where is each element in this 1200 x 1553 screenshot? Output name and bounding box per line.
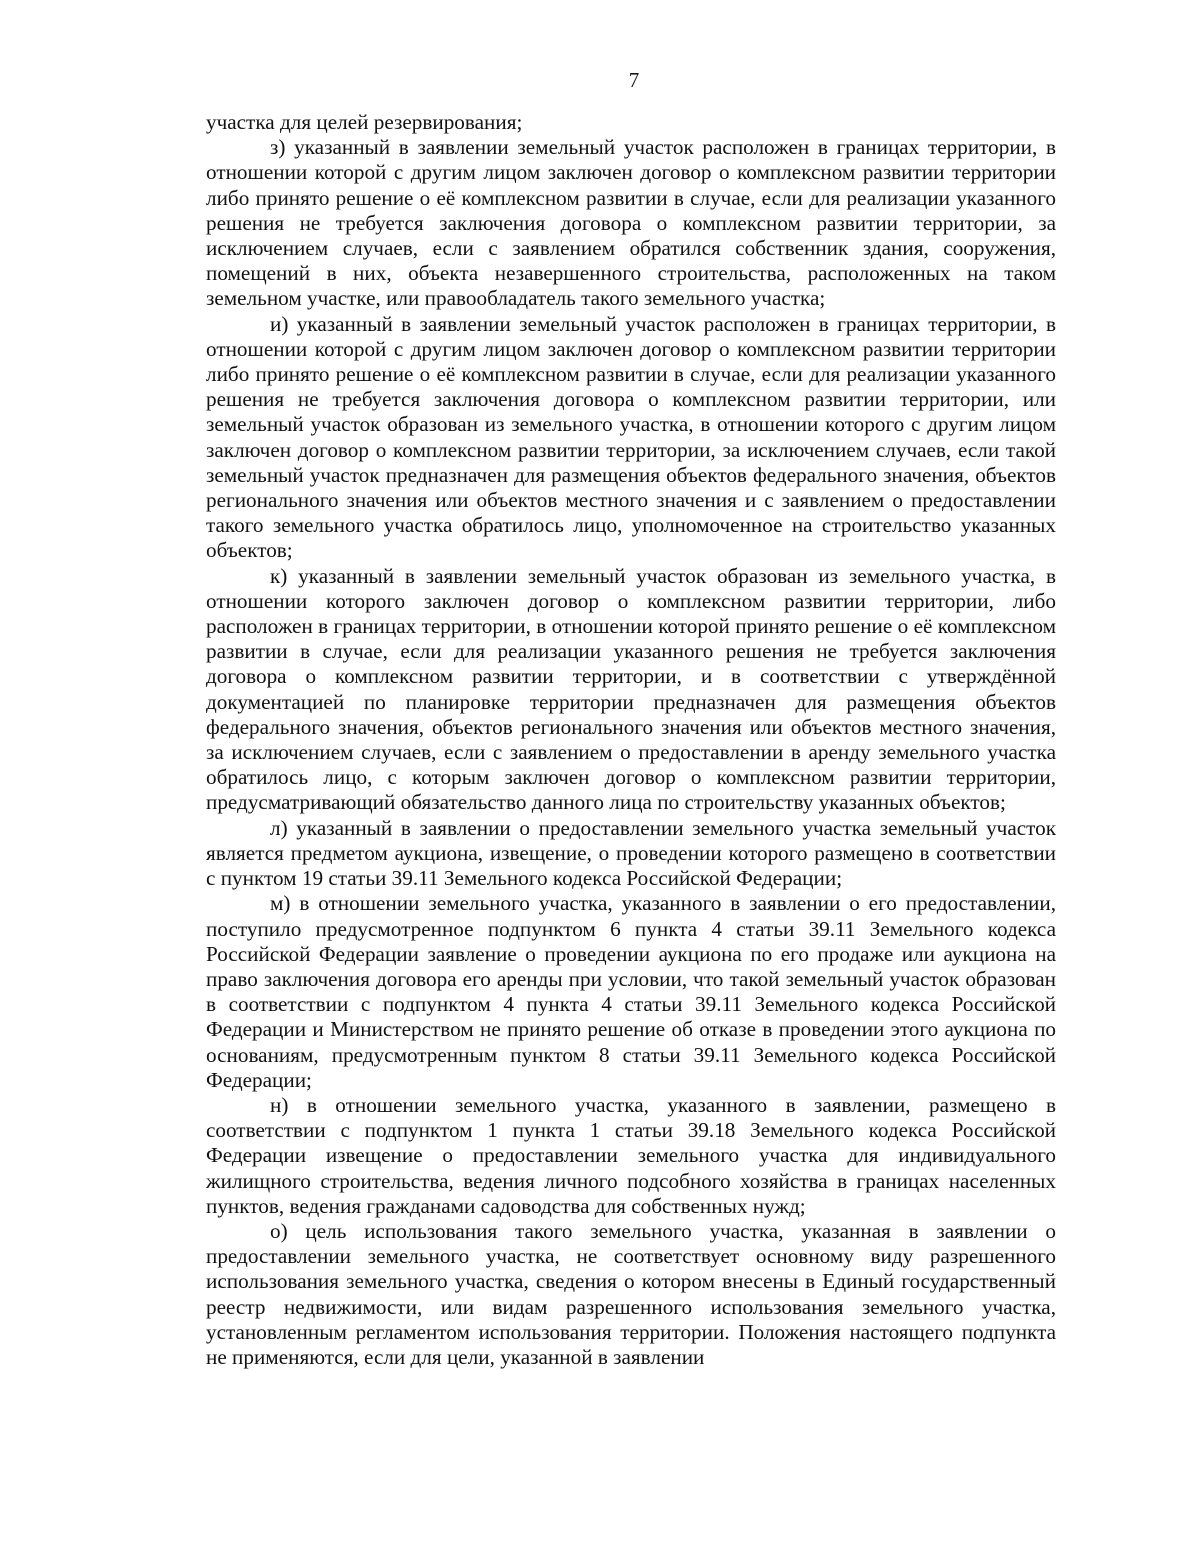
paragraph-n: н) в отношении земельного участка, указанного в заявлении, размещено в соответствии с подпунктом 1 пункта 1 статьи 39.18 Земельного кодекса Российской Федерации извещение о предоставлении земельного участка для индивидуального жилищного строительства, ведения личного подсобного хозяйства в границах населенных пунктов, ведения гражданами садоводства для собственных нужд; — [206, 1092, 1056, 1218]
paragraph-l: л) указанный в заявлении о предоставлении земельного участка земельный участок является предметом аукциона, извещение, о проведении которого размещено в соответствии с пунктом 19 статьи 39.11 Земельного кодекса Российской Федерации; — [206, 815, 1056, 891]
paragraph-continuation: участка для целей резервирования; — [206, 110, 523, 134]
paragraph-i: и) указанный в заявлении земельный участок расположен в границах территории, в отношении которой с другим лицом заключен договор о комплексном развитии территории либо принято решение о её комплексном развитии в случае, если для реализации указанного решения не требуется заключения договора о комплексном развитии территории, или земельный участок образован из земельного участка, в отношении которого с другим лицом заключен договор о комплексном развитии территории, за исключением случаев, если такой земельный участок предназначен для размещения объектов федерального значения, объектов регионального значения или объектов местного значения и с заявлением о предоставлении такого земельного участка обратилось лицо, уполномоченное на строительство указанных объектов; — [206, 311, 1056, 563]
paragraph-o: о) цель использования такого земельного участка, указанная в заявлении о предоставлении земельного участка, не соответствует основному виду разрешенного использования земельного участка, сведения о котором внесены в Единый государственный реестр недвижимости, или видам разрешенного использования земельного участка, установленным регламентом использования территории. Положения настоящего подпункта не применяются, если для цели, указанной в заявлении — [206, 1218, 1056, 1369]
page-number: 7 — [628, 68, 640, 92]
paragraph-m: м) в отношении земельного участка, указанного в заявлении о его предоставлении, поступило предусмотренное подпунктом 6 пункта 4 статьи 39.11 Земельного кодекса Российской Федерации заявление о проведении аукциона по его продаже или аукциона на право заключения договора его аренды при условии, что такой земельный участок образован в соответствии с подпунктом 4 пункта 4 статьи 39.11 Земельного кодекса Российской Федерации и Министерством не принято решение об отказе в проведении этого аукциона по основаниям, предусмотренным пунктом 8 статьи 39.11 Земельного кодекса Российской Федерации; — [206, 891, 1056, 1092]
paragraph-k: к) указанный в заявлении земельный участок образован из земельного участка, в отношении которого заключен договор о комплексном развитии территории, либо расположен в границах территории, в отношении которой принято решение о её комплексном развитии в случае, если для реализации указанного решения не требуется заключения договора о комплексном развитии территории, и в соответствии с утверждённой документацией по планировке территории предназначен для размещения объектов федерального значения, объектов регионального значения или объектов местного значения, за исключением случаев, если с заявлением о предоставлении в аренду земельного участка обратилось лицо, с которым заключен договор о комплексном развитии территории, предусматривающий обязательство данного лица по строительству указанных объектов; — [206, 563, 1056, 815]
paragraph-z: з) указанный в заявлении земельный участок расположен в границах территории, в отношении которой с другим лицом заключен договор о комплексном развитии территории либо принято решение о её комплексном развитии в случае, если для реализации указанного решения не требуется заключения договора о комплексном развитии территории, за исключением случаев, если с заявлением обратился собственник здания, сооружения, помещений в них, объекта незавершенного строительства, расположенных на таком земельном участке, или правообладатель такого земельного участка; — [206, 135, 1056, 311]
document-body — [206, 110, 1056, 1370]
